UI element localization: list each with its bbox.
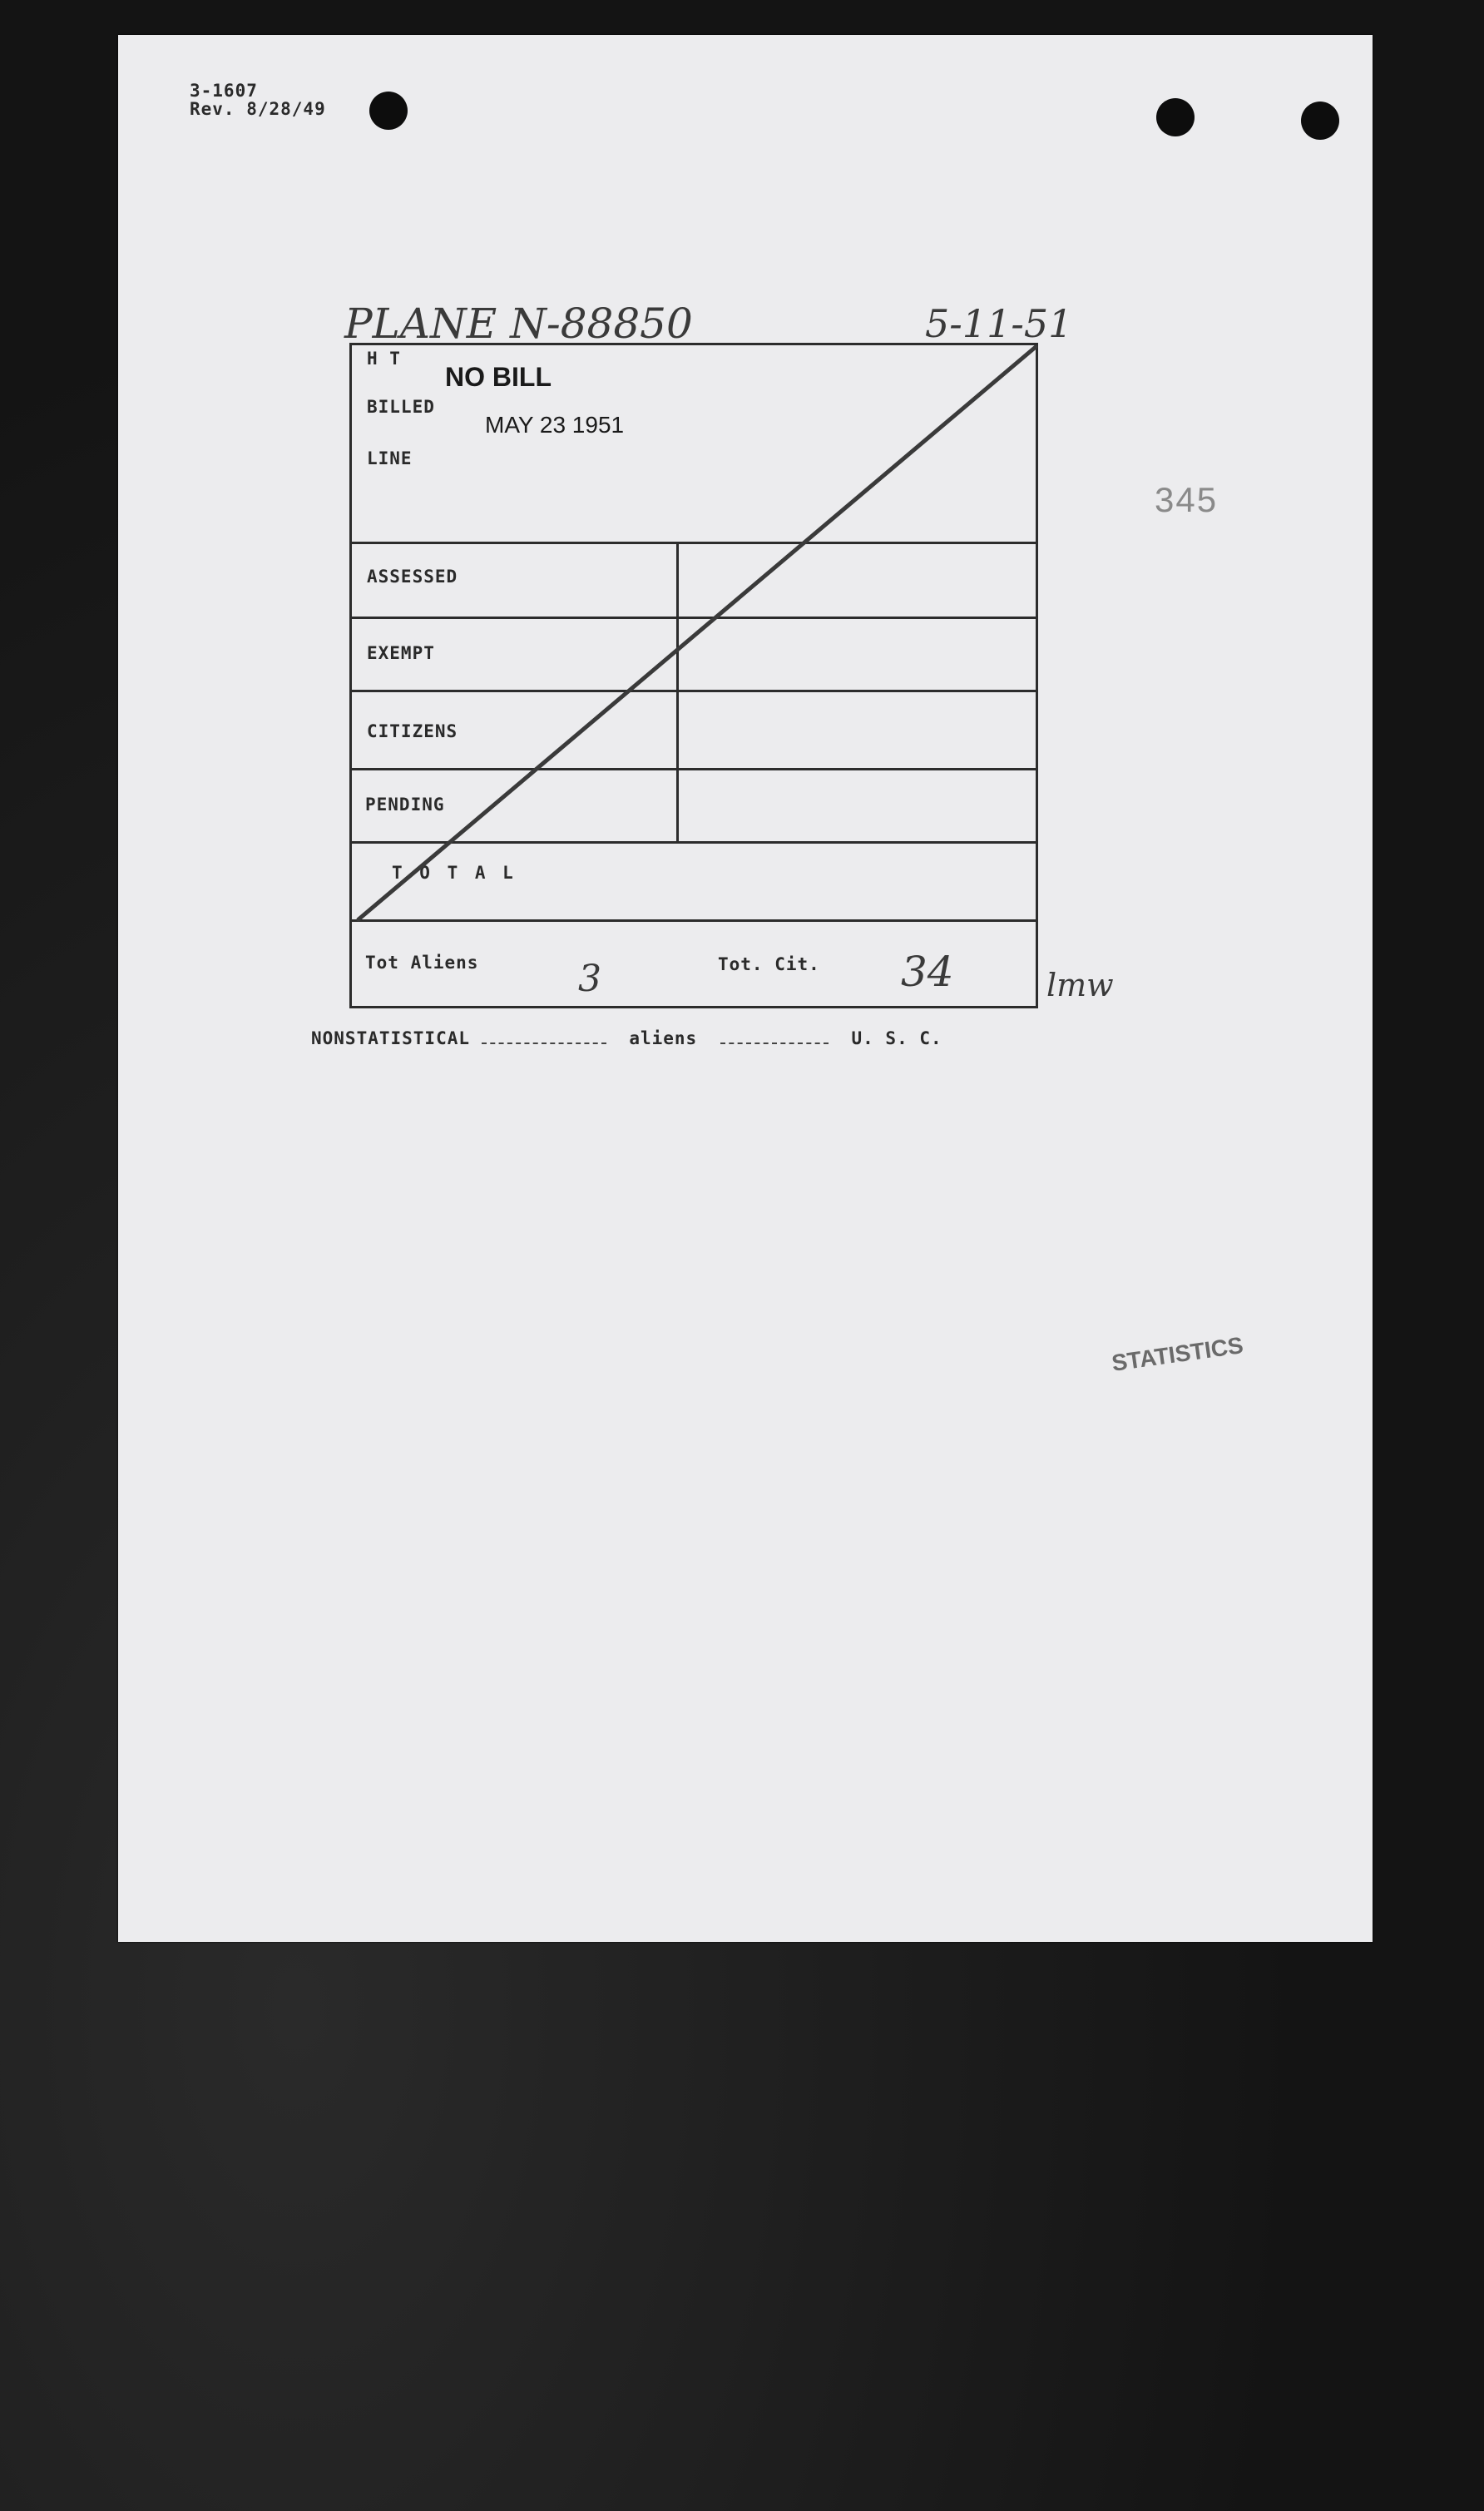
label-ht: H T [367,349,401,369]
page-number-stamp: 345 [1155,480,1219,519]
aliens-blank [720,1043,829,1044]
clerk-initials: lmw [1046,967,1114,1003]
received-date-stamp: MAY 23 1951 [485,412,625,438]
punch-hole-right [1301,102,1339,140]
statistics-stamp: STATISTICS [1110,1332,1245,1376]
label-aliens: aliens [629,1028,698,1048]
label-nonstatistical: NONSTATISTICAL [311,1028,471,1048]
label-usc: U. S. C. [851,1028,942,1048]
label-pending: PENDING [365,795,445,815]
label-line: LINE [367,448,413,468]
punch-hole-middle [1156,98,1195,136]
label-tot-aliens: Tot Aliens [365,953,479,973]
label-billed: BILLED [367,397,435,417]
document-page [118,35,1373,1942]
nonstatistical-blank [482,1043,606,1044]
citizens-count: 34 [901,948,954,996]
punch-hole-left [369,92,408,130]
form-number: 3-1607 [190,81,258,101]
form-revision: Rev. 8/28/49 [190,99,326,119]
nonstatistical-line [311,1028,942,1048]
label-citizens: CITIZENS [367,721,458,741]
tally-form-box [349,343,1038,1008]
diagonal-cancel-line [352,345,1041,1011]
label-assessed: ASSESSED [367,567,458,587]
no-bill-stamp: NO BILL [445,362,552,392]
label-total: T O T A L [392,863,517,883]
form-number-block [190,82,326,118]
plane-id: PLANE N-88850 [344,300,693,348]
aliens-count: 3 [578,958,601,1000]
handwritten-date: 5-11-51 [925,301,1073,346]
label-tot-cit: Tot. Cit. [718,954,820,974]
label-exempt: EXEMPT [367,643,435,663]
